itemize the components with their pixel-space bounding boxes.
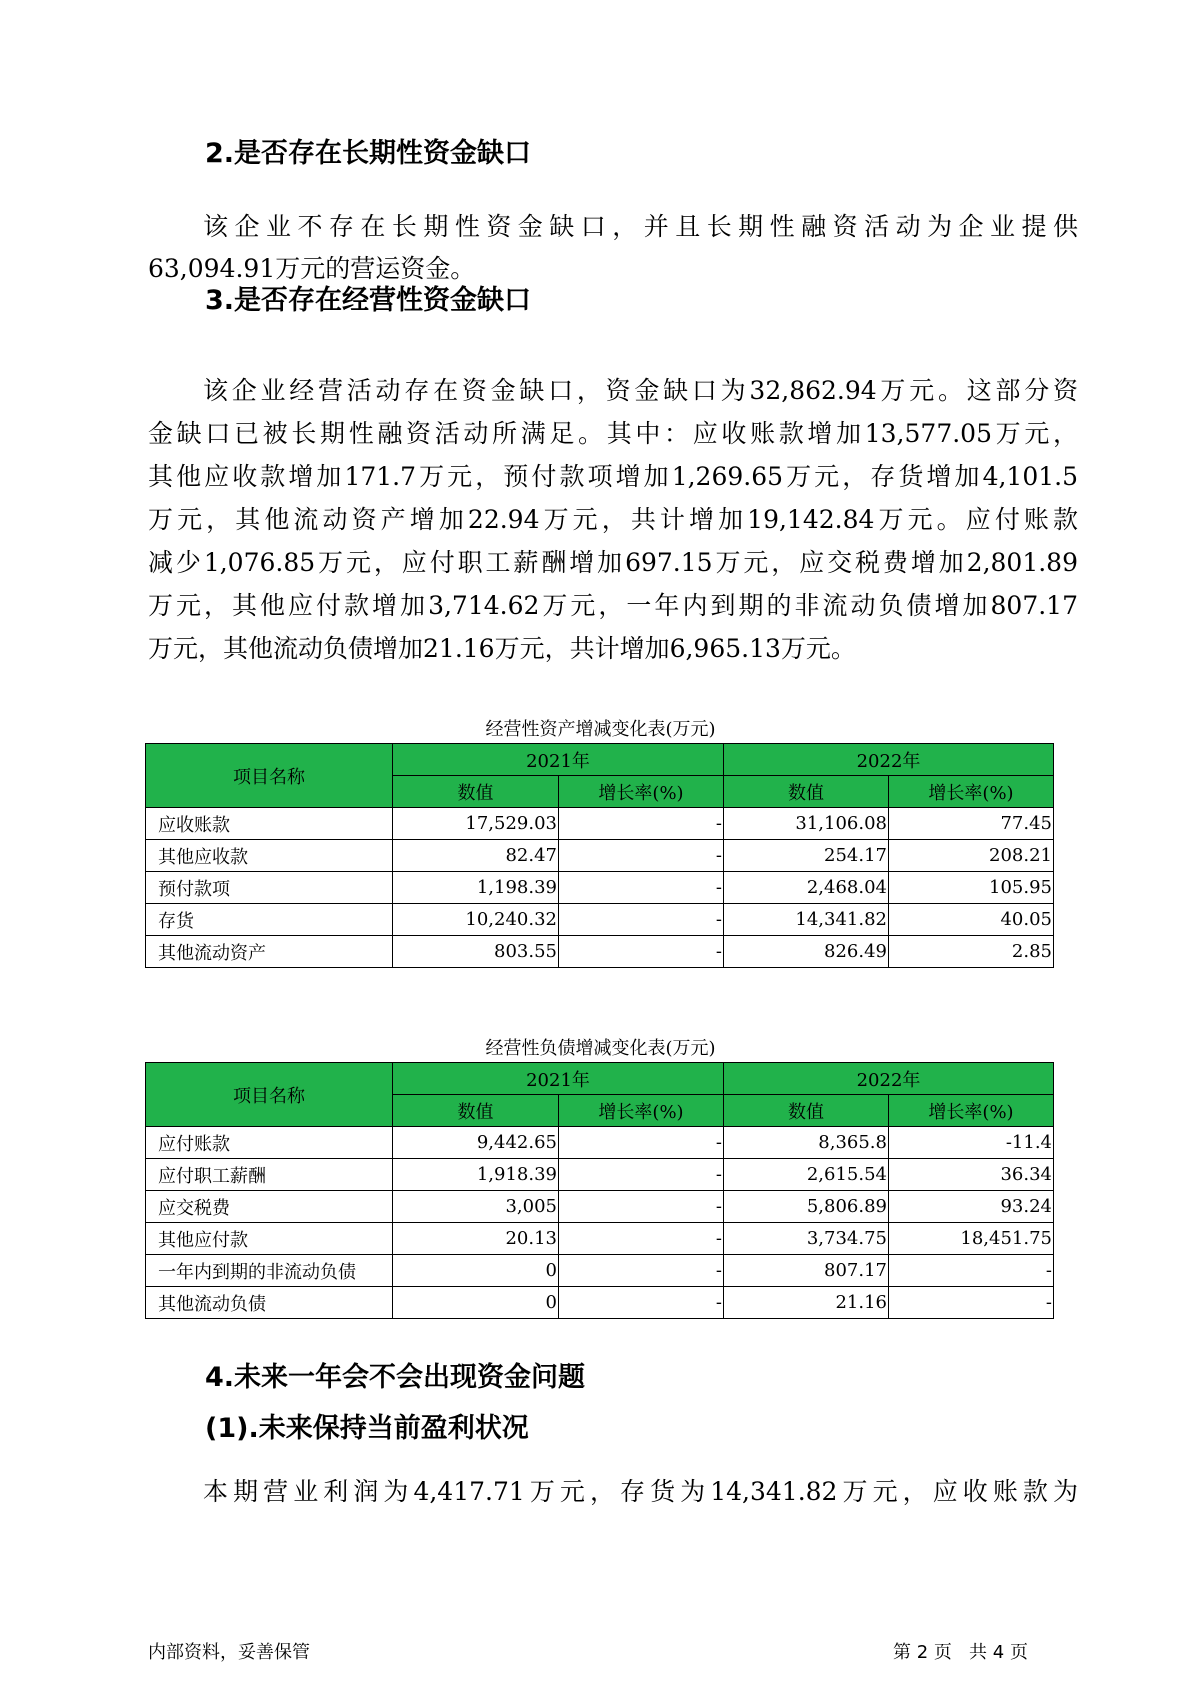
value-2021: 20.13 <box>393 1223 559 1255</box>
table-row <box>146 1255 1054 1287</box>
growth-2021: - <box>559 936 724 968</box>
value-2021: 1,918.39 <box>393 1159 559 1191</box>
paragraph-line: 63,094.91万元的营运资金。 <box>148 254 476 283</box>
header-value: 数值 <box>393 776 559 808</box>
paragraph-line: 减少1,076.85万元，应付职工薪酬增加697.15万元，应交税费增加2,801.89 <box>148 548 1078 577</box>
growth-2021: - <box>559 840 724 872</box>
table-row <box>146 904 1054 936</box>
row-item-name: 预付款项 <box>146 872 393 904</box>
paragraph-line: 该企业经营活动存在资金缺口，资金缺口为32,862.94万元。这部分资 <box>203 376 1078 405</box>
assets-change-table <box>145 743 1054 968</box>
value-2021: 3,005 <box>393 1191 559 1223</box>
section-4-title: 4.未来一年会不会出现资金问题 <box>205 1362 586 1393</box>
growth-2022: 77.45 <box>889 808 1054 840</box>
growth-2022: 40.05 <box>889 904 1054 936</box>
paragraph-line: 该企业不存在长期性资金缺口，并且长期性融资活动为企业提供 <box>203 212 1078 241</box>
section-4-subtitle: (1).未来保持当前盈利状况 <box>205 1413 529 1444</box>
header-growth-rate: 增长率(%) <box>559 1095 724 1127</box>
header-year-2021: 2021年 <box>393 1063 724 1095</box>
paragraph-line: 本期营业利润为4,417.71万元，存货为14,341.82万元，应收账款为 <box>203 1477 1078 1506</box>
value-2022: 3,734.75 <box>724 1223 889 1255</box>
value-2022: 826.49 <box>724 936 889 968</box>
table-row <box>146 1191 1054 1223</box>
table-row <box>146 1159 1054 1191</box>
section-2-title: 2.是否存在长期性资金缺口 <box>205 138 532 169</box>
growth-2021: - <box>559 1255 724 1287</box>
paragraph-line: 万元，其他流动负债增加21.16万元，共计增加6,965.13万元。 <box>148 634 856 663</box>
value-2022: 2,615.54 <box>724 1159 889 1191</box>
table-row <box>146 1287 1054 1319</box>
table-row <box>146 808 1054 840</box>
value-2021: 17,529.03 <box>393 808 559 840</box>
growth-2021: - <box>559 1191 724 1223</box>
value-2021: 9,442.65 <box>393 1127 559 1159</box>
growth-2021: - <box>559 808 724 840</box>
value-2021: 1,198.39 <box>393 872 559 904</box>
row-item-name: 其他应付款 <box>146 1223 393 1255</box>
header-item-name: 项目名称 <box>146 744 393 808</box>
header-item-name: 项目名称 <box>146 1063 393 1127</box>
row-item-name: 应付账款 <box>146 1127 393 1159</box>
section-4-paragraph <box>148 1471 1078 1513</box>
growth-2022: - <box>889 1255 1054 1287</box>
value-2022: 254.17 <box>724 840 889 872</box>
value-2021: 82.47 <box>393 840 559 872</box>
value-2022: 14,341.82 <box>724 904 889 936</box>
table-row <box>146 1223 1054 1255</box>
value-2022: 21.16 <box>724 1287 889 1319</box>
row-item-name: 其他应收款 <box>146 840 393 872</box>
value-2022: 5,806.89 <box>724 1191 889 1223</box>
value-2022: 807.17 <box>724 1255 889 1287</box>
value-2021: 0 <box>393 1287 559 1319</box>
section-3-title: 3.是否存在经营性资金缺口 <box>205 285 532 316</box>
value-2021: 0 <box>393 1255 559 1287</box>
growth-2021: - <box>559 1287 724 1319</box>
paragraph-line: 金缺口已被长期性融资活动所满足。其中：应收账款增加13,577.05万元， <box>148 419 1078 448</box>
growth-2022: 208.21 <box>889 840 1054 872</box>
paragraph-line: 万元，其他应付款增加3,714.62万元，一年内到期的非流动负债增加807.17 <box>148 591 1078 620</box>
section-3-paragraph <box>148 369 1078 670</box>
footer-page-number: 第 2 页 共 4 页 <box>893 1642 1028 1663</box>
growth-2022: 2.85 <box>889 936 1054 968</box>
growth-2022: 18,451.75 <box>889 1223 1054 1255</box>
row-item-name: 应付职工薪酬 <box>146 1159 393 1191</box>
value-2022: 31,106.08 <box>724 808 889 840</box>
row-item-name: 其他流动负债 <box>146 1287 393 1319</box>
value-2021: 803.55 <box>393 936 559 968</box>
paragraph-line: 万元，其他流动资产增加22.94万元，共计增加19,142.84万元。应付账款 <box>148 505 1078 534</box>
value-2022: 2,468.04 <box>724 872 889 904</box>
row-item-name: 其他流动资产 <box>146 936 393 968</box>
growth-2022: - <box>889 1287 1054 1319</box>
growth-2022: 93.24 <box>889 1191 1054 1223</box>
header-value: 数值 <box>393 1095 559 1127</box>
growth-2021: - <box>559 1223 724 1255</box>
table-row <box>146 936 1054 968</box>
table-row <box>146 1127 1054 1159</box>
growth-2022: -11.4 <box>889 1127 1054 1159</box>
row-item-name: 应交税费 <box>146 1191 393 1223</box>
value-2022: 8,365.8 <box>724 1127 889 1159</box>
growth-2022: 36.34 <box>889 1159 1054 1191</box>
assets-table-caption: 经营性资产增减变化表(万元) <box>485 719 716 740</box>
growth-2021: - <box>559 1127 724 1159</box>
growth-2021: - <box>559 904 724 936</box>
table-row <box>146 840 1054 872</box>
row-item-name: 应收账款 <box>146 808 393 840</box>
table-row <box>146 872 1054 904</box>
row-item-name: 存货 <box>146 904 393 936</box>
liabilities-change-table <box>145 1062 1054 1319</box>
header-value: 数值 <box>724 1095 889 1127</box>
section-2-paragraph <box>148 206 1078 290</box>
growth-2021: - <box>559 1159 724 1191</box>
growth-2022: 105.95 <box>889 872 1054 904</box>
growth-2021: - <box>559 872 724 904</box>
value-2021: 10,240.32 <box>393 904 559 936</box>
header-value: 数值 <box>724 776 889 808</box>
header-growth-rate: 增长率(%) <box>889 776 1054 808</box>
header-year-2021: 2021年 <box>393 744 724 776</box>
footer-confidential-note: 内部资料，妥善保管 <box>148 1642 310 1663</box>
row-item-name: 一年内到期的非流动负债 <box>146 1255 393 1287</box>
header-growth-rate: 增长率(%) <box>559 776 724 808</box>
header-growth-rate: 增长率(%) <box>889 1095 1054 1127</box>
header-year-2022: 2022年 <box>724 744 1054 776</box>
header-year-2022: 2022年 <box>724 1063 1054 1095</box>
liabilities-table-caption: 经营性负债增减变化表(万元) <box>485 1038 716 1059</box>
paragraph-line: 其他应收款增加171.7万元，预付款项增加1,269.65万元，存货增加4,101.5 <box>148 462 1078 491</box>
